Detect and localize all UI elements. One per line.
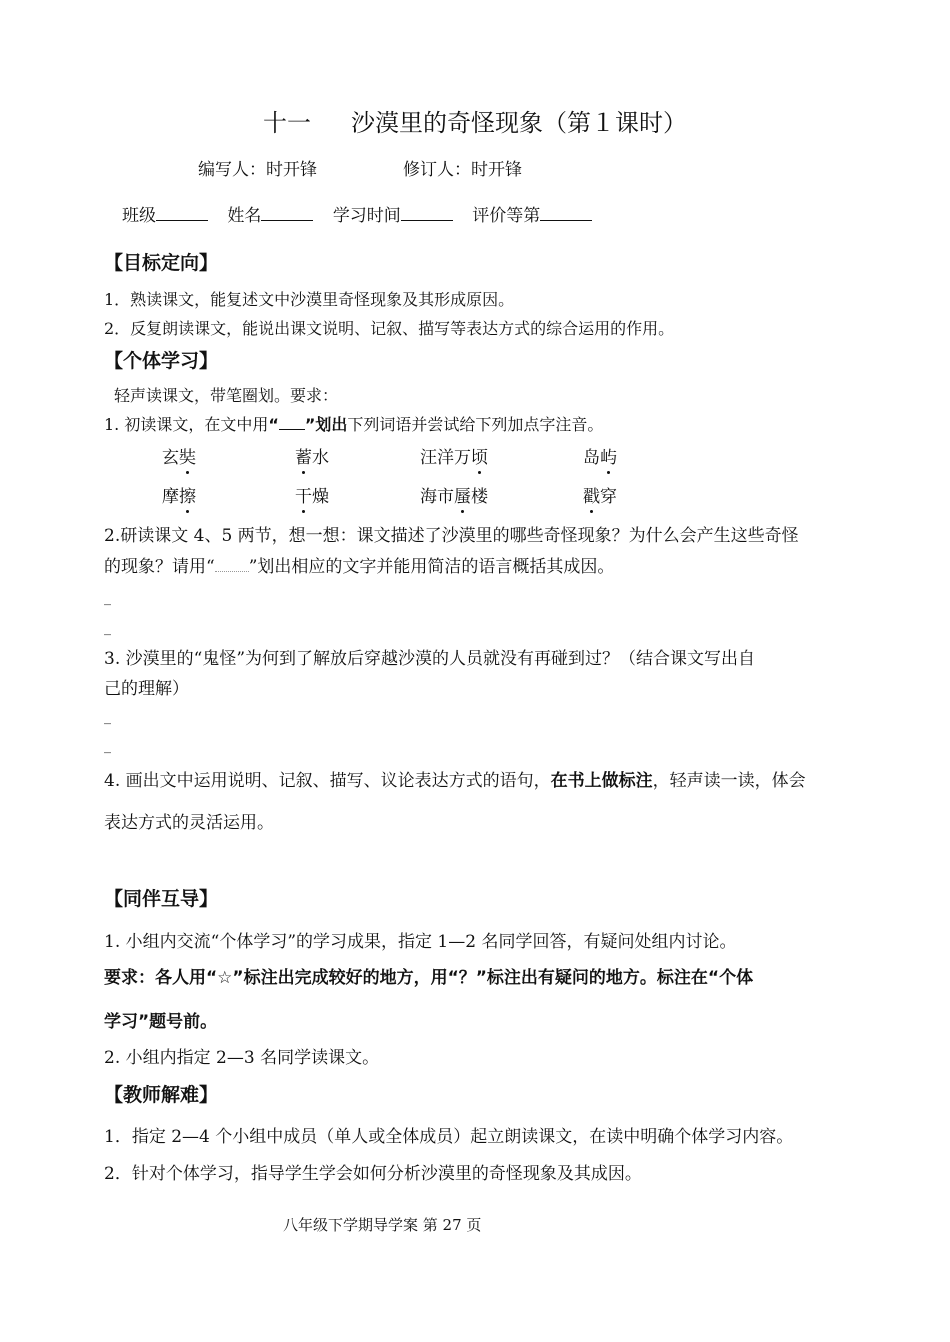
time-label: 学习时间 (332, 206, 401, 226)
page-footer: 八年级下学期导学案 第 27 页 (283, 1216, 482, 1234)
name-blank[interactable] (261, 204, 313, 221)
question-3-line-2: 己的理解） (104, 679, 189, 699)
vocab-item: 海市蜃楼 (420, 487, 488, 507)
answer-line[interactable]: _ (104, 620, 111, 636)
answer-line[interactable]: _ (104, 709, 111, 725)
q1-underline-sample (279, 415, 305, 430)
class-label: 班级 (122, 206, 156, 226)
class-blank[interactable] (156, 204, 208, 221)
q4-text-pre: 4. 画出文中运用说明、记叙、描写、议论表达方式的语句， (104, 771, 551, 791)
peer-item-1: 1. 小组内交流“个体学习”的学习成果，指定 1—2 名同学回答，有疑问处组内讨论。 (104, 932, 737, 952)
peer-item-2: 2. 小组内指定 2—3 名同学读课文。 (104, 1048, 380, 1068)
vocab-item: 蓄水 (295, 448, 329, 468)
time-blank[interactable] (401, 204, 453, 221)
authors-line (198, 155, 522, 180)
vocab-item: 玄奘 (162, 448, 196, 468)
q1-text-pre: 1. 初读课文，在文中用 (104, 415, 269, 434)
q4-text-bold: 在书上做标注 (550, 771, 653, 791)
answer-line[interactable]: _ (104, 738, 111, 754)
q1-text-post: 下列词语并尝试给下列加点字注音。 (347, 415, 604, 434)
writer: 编写人：时开锋 (198, 160, 317, 180)
q4-text-post: ，轻声读一读，体会 (652, 771, 806, 791)
question-3-line-1: 3. 沙漠里的“鬼怪”为何到了解放后穿越沙漠的人员就没有再碰到过？（结合课文写出自 (104, 649, 756, 669)
teacher-item-1: 1．指定 2—4 个小组中成员（单人或全体成员）起立朗读课文，在读中明确个体学习内容。 (104, 1127, 794, 1147)
title-number: 十一 (263, 109, 311, 137)
vocab-item: 汪洋万顷 (420, 448, 488, 468)
student-info-line (122, 201, 606, 226)
vocab-item: 戳穿 (583, 487, 617, 507)
q2-text-pre: 的现象？请用“ (104, 557, 215, 577)
goal-item-1: 1．熟读课文，能复述文中沙漠里奇怪现象及其形成原因。 (104, 290, 515, 309)
section-individual-heading: 【个体学习】 (104, 350, 219, 372)
goal-item-2: 2．反复朗读课文，能说出课文说明、记叙、描写等表达方式的综合运用的作用。 (104, 319, 675, 338)
reviser: 修订人：时开锋 (403, 160, 522, 180)
title-text: 沙漠里的奇怪现象（第１课时） (351, 109, 687, 137)
teacher-item-2: 2．针对个体学习，指导学生学会如何分析沙漠里的奇怪现象及其成因。 (104, 1164, 642, 1184)
name-label: 姓名 (227, 206, 262, 226)
question-1 (104, 412, 603, 435)
page-title (0, 103, 950, 138)
q1-mark: ”划出 (304, 415, 348, 434)
question-4-line-1 (104, 766, 806, 791)
vocab-item: 干燥 (295, 487, 329, 507)
vocab-item: 岛屿 (583, 448, 617, 468)
peer-requirement-line-1: 要求：各人用“☆”标注出完成较好的地方，用“？”标注出有疑问的地方。标注在“个体 (104, 968, 754, 988)
section-goals-heading: 【目标定向】 (104, 252, 219, 274)
answer-line[interactable]: _ (104, 590, 111, 606)
grade-label: 评价等第 (472, 206, 541, 226)
question-4-line-2: 表达方式的灵活运用。 (104, 813, 274, 833)
grade-blank[interactable] (540, 204, 592, 221)
vocab-item: 摩擦 (162, 487, 196, 507)
section-peer-heading: 【同伴互导】 (104, 888, 219, 910)
q2-wavy-sample (215, 559, 249, 572)
q1-quote-open: “ (268, 415, 279, 434)
section-teacher-heading: 【教师解难】 (104, 1084, 219, 1106)
peer-requirement-line-2: 学习”题号前。 (104, 1012, 218, 1032)
question-2-line-2 (104, 552, 614, 577)
question-2-line-1: 2.研读课文 4、5 两节，想一想：课文描述了沙漠里的哪些奇怪现象？为什么会产生这些奇怪 (104, 526, 799, 546)
q2-text-post: ”划出相应的文字并能用简洁的语言概括其成因。 (248, 557, 615, 577)
individual-intro: 轻声读课文，带笔圈划。要求： (114, 386, 339, 405)
